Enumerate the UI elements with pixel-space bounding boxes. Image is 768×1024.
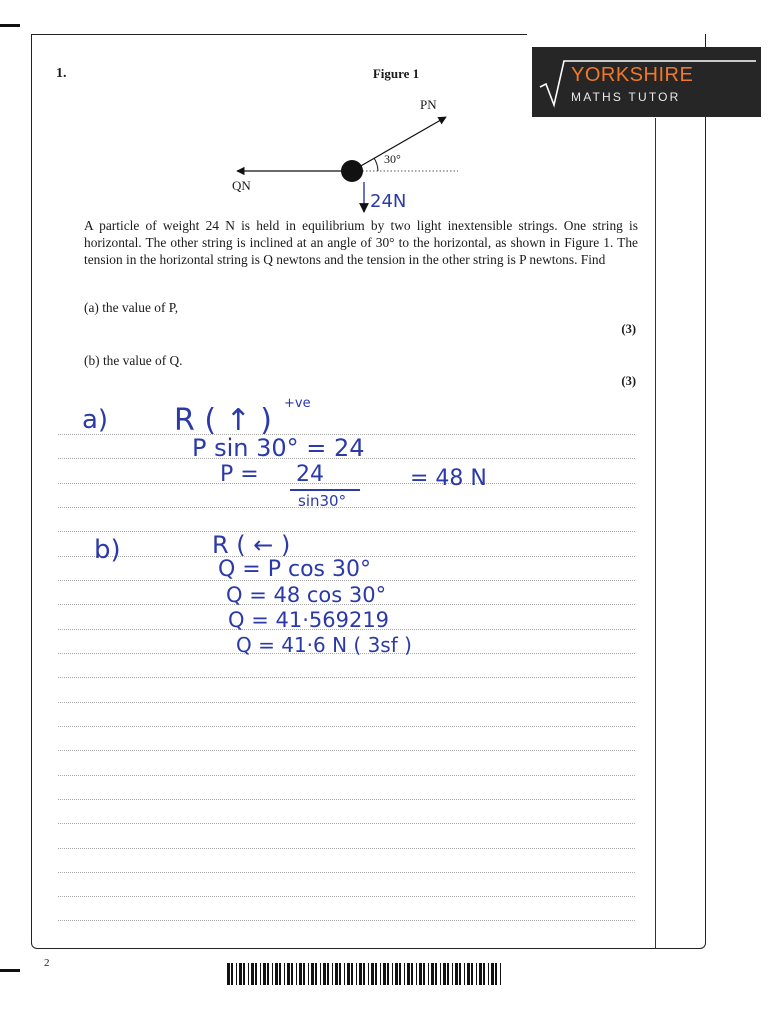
answer-a-fraction-bar xyxy=(290,489,360,491)
part-b-text: (b) the value of Q. xyxy=(84,353,183,368)
answer-a-resolve: R ( ↑ ) xyxy=(174,403,272,438)
q-label: QN xyxy=(232,178,251,193)
answer-line xyxy=(58,775,635,776)
logo-main-text: YORKSHIRE xyxy=(571,64,694,86)
answer-b-step-2: Q = 48 cos 30° xyxy=(226,583,387,607)
answer-a-fraction-denominator: sin30° xyxy=(298,492,347,510)
part-a-marks: (3) xyxy=(621,322,636,336)
answer-a-fraction-numerator: 24 xyxy=(296,462,324,487)
answer-line xyxy=(58,531,635,532)
answer-line xyxy=(58,702,635,703)
answer-line xyxy=(58,823,635,824)
answer-line xyxy=(58,677,635,678)
answer-b-step-1: Q = P cos 30° xyxy=(218,557,372,582)
answer-line xyxy=(58,483,635,484)
part-b-marks: (3) xyxy=(621,374,636,388)
answer-a-label: a) xyxy=(82,405,109,435)
answer-b-step-3: Q = 41·569219 xyxy=(228,608,390,632)
answer-a-p-equals: P = xyxy=(220,462,259,487)
p-label: PN xyxy=(420,97,437,112)
answer-a-positive-direction: +ve xyxy=(284,396,311,411)
part-a-text: (a) the value of P, xyxy=(84,300,179,315)
answer-line xyxy=(58,507,635,508)
particle xyxy=(341,160,363,182)
answer-line xyxy=(58,920,635,921)
answer-b-label: b) xyxy=(94,535,121,565)
answer-line xyxy=(58,726,635,727)
page-number: 2 xyxy=(44,957,50,969)
angle-label: 30° xyxy=(384,152,401,166)
angle-arc xyxy=(374,158,378,171)
answer-b-resolve: R ( ← ) xyxy=(212,531,291,559)
logo-sub-text: MATHS TUTOR xyxy=(571,90,681,104)
weight-label: 24N xyxy=(370,191,407,212)
answer-line xyxy=(58,750,635,751)
answer-line xyxy=(58,848,635,849)
question-number: 1. xyxy=(56,66,67,81)
figure-title: Figure 1 xyxy=(372,66,420,81)
answer-a-equation: P sin 30° = 24 xyxy=(192,434,365,462)
question-text: A particle of weight 24 N is held in equilibrium by two light inextensible strings. One string is horizontal. The other string is inclined at an angle of 30° to the horizontal, as shown in Figure 1. The tension in the horizontal string is Q newtons and the tension in the other string is P newtons. Find xyxy=(84,218,638,267)
answer-line xyxy=(58,896,635,897)
margin-line xyxy=(655,118,656,948)
answer-line xyxy=(58,799,635,800)
answer-a-result: = 48 N xyxy=(410,466,487,491)
answer-b-final: Q = 41·6 N ( 3sf ) xyxy=(236,633,412,657)
answer-line xyxy=(58,872,635,873)
barcode xyxy=(227,963,507,985)
edge-mark-bottom xyxy=(0,969,20,972)
